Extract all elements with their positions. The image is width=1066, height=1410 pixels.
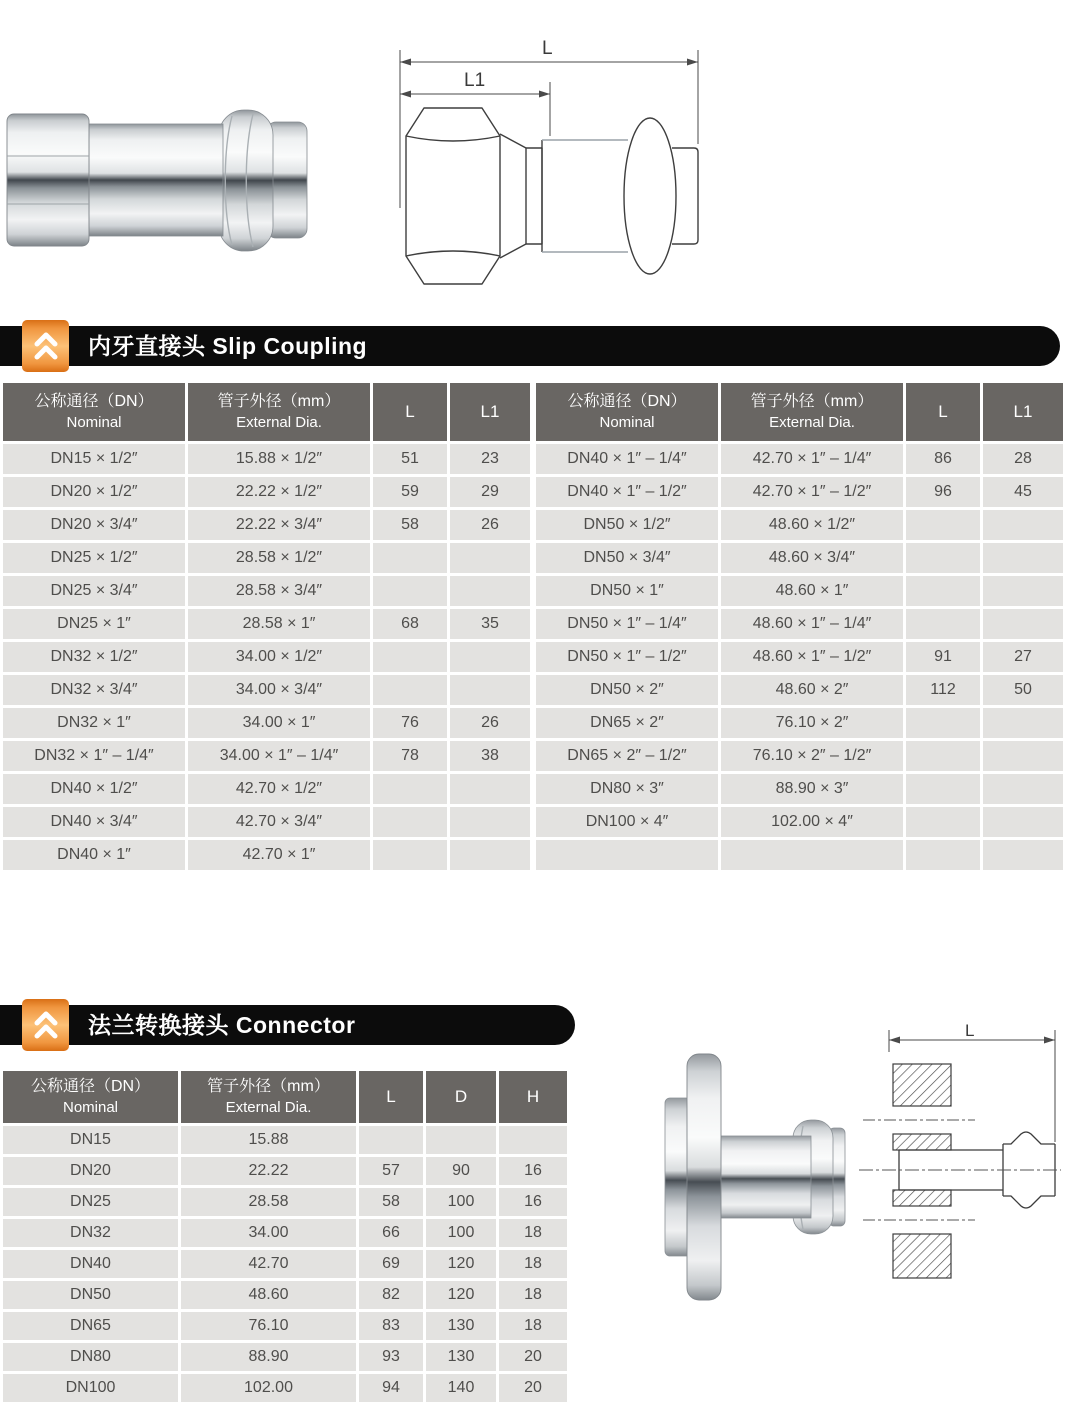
table-cell: 102.00 × 4″ — [721, 807, 903, 837]
table-cell — [906, 774, 980, 804]
dim-label-l: L — [542, 38, 553, 59]
column-header-h: H — [499, 1071, 567, 1123]
table-row — [536, 708, 1063, 738]
table-cell: 22.22 — [181, 1157, 356, 1185]
table-row — [536, 576, 1063, 606]
table-cell — [450, 675, 530, 705]
table-row — [536, 774, 1063, 804]
slip-coupling-table-right — [533, 380, 1066, 873]
table-cell: 57 — [359, 1157, 423, 1185]
table-cell — [499, 1126, 567, 1154]
table-cell — [906, 576, 980, 606]
column-header-d: D — [426, 1071, 496, 1123]
table-cell: DN20 × 3/4″ — [3, 510, 185, 540]
table-cell: 16 — [499, 1157, 567, 1185]
table-cell: 27 — [983, 642, 1063, 672]
table-cell: DN15 — [3, 1126, 178, 1154]
table-cell: DN50 — [3, 1281, 178, 1309]
table-row — [3, 477, 530, 507]
table-cell — [983, 543, 1063, 573]
table-cell — [426, 1126, 496, 1154]
table-cell: 130 — [426, 1312, 496, 1340]
table-cell: 83 — [359, 1312, 423, 1340]
table-cell: 90 — [426, 1157, 496, 1185]
table-row — [3, 1157, 567, 1185]
table-cell — [983, 510, 1063, 540]
flange-connector-drawing — [855, 1022, 1065, 1312]
table-row — [3, 1126, 567, 1154]
table-cell: DN32 × 1/2″ — [3, 642, 185, 672]
table-cell — [373, 840, 447, 870]
table-cell: 100 — [426, 1219, 496, 1247]
table-row — [3, 510, 530, 540]
table-cell: 18 — [499, 1219, 567, 1247]
table-cell: 58 — [359, 1188, 423, 1216]
table-cell: DN40 — [3, 1250, 178, 1278]
column-header-external-dia: 管子外径（mm） External Dia. — [721, 383, 903, 441]
table-cell: DN32 — [3, 1219, 178, 1247]
table-cell: 68 — [373, 609, 447, 639]
table-row — [3, 576, 530, 606]
table-cell: 102.00 — [181, 1374, 356, 1402]
table-cell — [373, 774, 447, 804]
table-cell — [983, 708, 1063, 738]
table-cell: 91 — [906, 642, 980, 672]
table-cell: 18 — [499, 1281, 567, 1309]
table-row — [536, 807, 1063, 837]
table-cell: DN50 × 1″ — [536, 576, 718, 606]
slip-coupling-table — [0, 380, 1066, 873]
table-cell: DN50 × 1″ – 1/2″ — [536, 642, 718, 672]
column-header-l: L — [373, 383, 447, 441]
slip-coupling-drawing — [390, 36, 710, 292]
table-cell: DN50 × 1/2″ — [536, 510, 718, 540]
table-cell: DN15 × 1/2″ — [3, 444, 185, 474]
table-cell: DN50 × 2″ — [536, 675, 718, 705]
table-row — [3, 1374, 567, 1402]
column-header-l: L — [906, 383, 980, 441]
table-cell: 28.58 × 1″ — [188, 609, 370, 639]
table-cell: 18 — [499, 1312, 567, 1340]
connector-table-wrap — [0, 1068, 570, 1405]
table-cell: DN65 × 2″ — [536, 708, 718, 738]
table-row — [536, 840, 1063, 870]
table-row — [3, 543, 530, 573]
table-row — [3, 1343, 567, 1371]
table-cell: DN25 × 3/4″ — [3, 576, 185, 606]
table-cell — [906, 741, 980, 771]
table-cell — [906, 510, 980, 540]
table-cell: 76.10 × 2″ — [721, 708, 903, 738]
table-cell: 22.22 × 3/4″ — [188, 510, 370, 540]
table-cell — [450, 840, 530, 870]
table-cell: 86 — [906, 444, 980, 474]
dim-label-l1: L1 — [464, 70, 486, 91]
table-cell: 120 — [426, 1281, 496, 1309]
table-row — [3, 840, 530, 870]
table-row — [3, 1312, 567, 1340]
table-cell — [983, 774, 1063, 804]
slip-coupling-table-left — [0, 380, 533, 873]
table-cell: 48.60 × 1″ – 1/4″ — [721, 609, 903, 639]
section-title: 内牙直接头 Slip Coupling — [88, 333, 368, 359]
table-cell — [906, 807, 980, 837]
table-cell: 16 — [499, 1188, 567, 1216]
table-cell: DN65 × 2″ – 1/2″ — [536, 741, 718, 771]
table-cell: DN32 × 1″ – 1/4″ — [3, 741, 185, 771]
table-cell — [450, 576, 530, 606]
section-title: 法兰转换接头 Connector — [88, 1012, 356, 1038]
table-cell: 76.10 × 2″ – 1/2″ — [721, 741, 903, 771]
table-cell — [373, 807, 447, 837]
table-row — [3, 807, 530, 837]
table-cell: 42.70 × 1″ — [188, 840, 370, 870]
table-cell: 45 — [983, 477, 1063, 507]
table-cell: 48.60 × 1″ — [721, 576, 903, 606]
section-banner-slip-coupling — [0, 326, 1060, 366]
table-row — [3, 642, 530, 672]
table-cell: 48.60 × 1″ – 1/2″ — [721, 642, 903, 672]
table-cell: 38 — [450, 741, 530, 771]
table-cell: 120 — [426, 1250, 496, 1278]
table-row — [3, 708, 530, 738]
table-cell: DN40 × 1″ – 1/4″ — [536, 444, 718, 474]
table-cell: DN20 — [3, 1157, 178, 1185]
table-cell: 35 — [450, 609, 530, 639]
column-header-l1: L1 — [983, 383, 1063, 441]
table-row — [3, 1188, 567, 1216]
table-cell: 34.00 × 1/2″ — [188, 642, 370, 672]
table-cell: 28.58 — [181, 1188, 356, 1216]
table-cell: DN25 × 1″ — [3, 609, 185, 639]
table-cell: DN40 × 3/4″ — [3, 807, 185, 837]
section-marker-ribbon — [22, 320, 69, 372]
table-cell: DN32 × 3/4″ — [3, 675, 185, 705]
column-header-l1: L1 — [450, 383, 530, 441]
table-row — [536, 609, 1063, 639]
table-row — [3, 774, 530, 804]
table-row — [536, 741, 1063, 771]
slip-coupling-photo — [5, 108, 310, 253]
column-header-nominal: 公称通径（DN） Nominal — [3, 1071, 178, 1123]
table-cell — [373, 675, 447, 705]
table-cell: 42.70 — [181, 1250, 356, 1278]
table-cell: DN65 — [3, 1312, 178, 1340]
table-cell — [983, 840, 1063, 870]
table-cell: 18 — [499, 1250, 567, 1278]
table-cell: 15.88 × 1/2″ — [188, 444, 370, 474]
table-row — [3, 444, 530, 474]
table-cell — [373, 543, 447, 573]
table-cell: 130 — [426, 1343, 496, 1371]
table-cell: 66 — [359, 1219, 423, 1247]
table-row — [536, 477, 1063, 507]
section-banner-connector — [0, 1005, 575, 1045]
table-row — [3, 675, 530, 705]
table-cell: 42.70 × 1″ – 1/2″ — [721, 477, 903, 507]
table-cell: 15.88 — [181, 1126, 356, 1154]
table-cell: 140 — [426, 1374, 496, 1402]
column-header-l: L — [359, 1071, 423, 1123]
table-cell: 76 — [373, 708, 447, 738]
table-cell: DN50 × 1″ – 1/4″ — [536, 609, 718, 639]
table-cell: 42.70 × 3/4″ — [188, 807, 370, 837]
column-header-nominal: 公称通径（DN） Nominal — [536, 383, 718, 441]
table-cell: DN20 × 1/2″ — [3, 477, 185, 507]
table-row — [3, 741, 530, 771]
table-cell: DN40 × 1″ – 1/2″ — [536, 477, 718, 507]
table-cell — [983, 576, 1063, 606]
table-row — [536, 444, 1063, 474]
table-cell — [450, 807, 530, 837]
table-row — [536, 510, 1063, 540]
table-cell: 28.58 × 1/2″ — [188, 543, 370, 573]
table-cell: 29 — [450, 477, 530, 507]
table-cell: 94 — [359, 1374, 423, 1402]
column-header-external-dia: 管子外径（mm） External Dia. — [188, 383, 370, 441]
table-cell: 93 — [359, 1343, 423, 1371]
table-cell: DN40 × 1″ — [3, 840, 185, 870]
table-cell: DN100 — [3, 1374, 178, 1402]
flange-connector-photo — [645, 1052, 855, 1302]
table-cell: 88.90 × 3″ — [721, 774, 903, 804]
table-cell: 88.90 — [181, 1343, 356, 1371]
table-cell: 34.00 × 1″ — [188, 708, 370, 738]
table-cell — [536, 840, 718, 870]
table-row — [3, 1219, 567, 1247]
table-cell: 78 — [373, 741, 447, 771]
double-chevron-up-icon — [31, 1008, 61, 1042]
table-cell: 34.00 × 3/4″ — [188, 675, 370, 705]
table-cell — [983, 609, 1063, 639]
table-cell: 59 — [373, 477, 447, 507]
double-chevron-up-icon — [31, 329, 61, 363]
table-row — [536, 642, 1063, 672]
column-header-external-dia: 管子外径（mm） External Dia. — [181, 1071, 356, 1123]
table-cell — [906, 609, 980, 639]
table-cell — [373, 576, 447, 606]
table-cell — [450, 543, 530, 573]
table-cell: 96 — [906, 477, 980, 507]
table-cell: DN100 × 4″ — [536, 807, 718, 837]
table-cell: 48.60 — [181, 1281, 356, 1309]
table-cell: 26 — [450, 708, 530, 738]
connector-table — [0, 1068, 570, 1405]
table-cell: 69 — [359, 1250, 423, 1278]
table-cell — [983, 807, 1063, 837]
table-cell: 58 — [373, 510, 447, 540]
table-cell: 34.00 × 1″ – 1/4″ — [188, 741, 370, 771]
table-cell: 48.60 × 2″ — [721, 675, 903, 705]
table-cell: DN80 — [3, 1343, 178, 1371]
table-cell: DN32 × 1″ — [3, 708, 185, 738]
table-row — [536, 675, 1063, 705]
table-cell: 82 — [359, 1281, 423, 1309]
table-row — [3, 1281, 567, 1309]
table-row — [3, 609, 530, 639]
table-row — [3, 1250, 567, 1278]
table-cell — [359, 1126, 423, 1154]
table-cell: 20 — [499, 1343, 567, 1371]
table-cell: 112 — [906, 675, 980, 705]
table-cell — [906, 840, 980, 870]
table-cell — [450, 774, 530, 804]
dim-label-l: L — [965, 1022, 975, 1040]
table-cell — [373, 642, 447, 672]
table-cell: 26 — [450, 510, 530, 540]
table-cell: 42.70 × 1/2″ — [188, 774, 370, 804]
section-marker-ribbon — [22, 999, 69, 1051]
table-cell — [906, 708, 980, 738]
table-cell: 42.70 × 1″ – 1/4″ — [721, 444, 903, 474]
table-cell: 28 — [983, 444, 1063, 474]
table-cell — [906, 543, 980, 573]
table-cell: DN25 — [3, 1188, 178, 1216]
table-cell: 28.58 × 3/4″ — [188, 576, 370, 606]
table-cell: 50 — [983, 675, 1063, 705]
table-cell: 76.10 — [181, 1312, 356, 1340]
table-cell: DN25 × 1/2″ — [3, 543, 185, 573]
table-cell: 20 — [499, 1374, 567, 1402]
table-row — [536, 543, 1063, 573]
table-cell — [450, 642, 530, 672]
table-cell — [721, 840, 903, 870]
table-cell: 34.00 — [181, 1219, 356, 1247]
table-cell: DN40 × 1/2″ — [3, 774, 185, 804]
table-cell: DN80 × 3″ — [536, 774, 718, 804]
table-cell: 23 — [450, 444, 530, 474]
table-cell: DN50 × 3/4″ — [536, 543, 718, 573]
column-header-nominal: 公称通径（DN） Nominal — [3, 383, 185, 441]
table-cell: 100 — [426, 1188, 496, 1216]
table-cell: 51 — [373, 444, 447, 474]
table-cell: 48.60 × 1/2″ — [721, 510, 903, 540]
table-cell: 48.60 × 3/4″ — [721, 543, 903, 573]
table-cell — [983, 741, 1063, 771]
table-cell: 22.22 × 1/2″ — [188, 477, 370, 507]
